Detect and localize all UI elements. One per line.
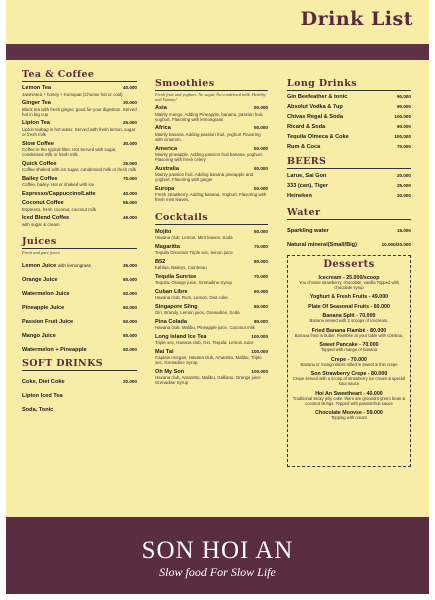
- menu-item-price: 70.000: [253, 243, 268, 249]
- menu-item-description: Havana club, Malibu, Pineapple juice, Coconut milk: [155, 325, 255, 331]
- menu-item-row: [287, 173, 411, 180]
- menu-item-name-text: Europa: [155, 185, 175, 192]
- menu-item-description: Gin, Brandy, Lemon juice, Grenadine, Soda: [155, 310, 240, 316]
- menu-item-name-text: Heineken: [287, 192, 312, 199]
- section-heading-cocktails: Cocktails: [155, 212, 268, 225]
- menu-item: [287, 183, 411, 190]
- menu-item-row: [22, 277, 137, 284]
- dessert-name: Son Strawberry Crepe - 80.000: [310, 371, 388, 378]
- menu-item-name-text: Natural mineral(Small/Big): [287, 241, 357, 248]
- menu-item: [287, 228, 411, 235]
- menu-item-name-text: Soda, Tonic: [22, 406, 54, 413]
- menu-item-price: 30.000: [122, 100, 137, 106]
- menu-item-price: 100.000: [394, 133, 411, 139]
- menu-item: [155, 289, 268, 301]
- tea-coffee-list: [22, 85, 137, 227]
- menu-item-name: [287, 134, 391, 141]
- menu-item-price: 90.000: [396, 94, 411, 100]
- section-heading-water: Water: [287, 207, 411, 220]
- menu-item-price: 70.000: [396, 143, 411, 149]
- dessert-name: Icecream - 25.000/scoop: [318, 274, 380, 281]
- menu-item-name: [22, 263, 120, 270]
- menu-item: [155, 274, 268, 286]
- menu-item: [287, 134, 411, 141]
- smoothies-list: [155, 105, 268, 202]
- menu-item: [155, 125, 268, 142]
- menu-item-name-text: Ricard & Soda: [287, 124, 326, 131]
- menu-item-name-text: 333 (can), Tiger: [287, 182, 328, 189]
- menu-item-price: 50.000: [122, 304, 137, 310]
- menu-item-name: [287, 144, 394, 151]
- menu-item-row: [287, 193, 411, 200]
- menu-item-name-text: B52: [155, 258, 166, 265]
- menu-item-name: [22, 120, 120, 127]
- dessert-item: [292, 313, 406, 324]
- dessert-name: Hoi An Sweetheart - 40.000: [315, 390, 383, 397]
- menu-item: [287, 124, 411, 131]
- menu-item-price: 55.000: [122, 200, 137, 206]
- menu-item: [155, 304, 268, 316]
- long-drinks-list: [287, 94, 411, 150]
- menu-item: [22, 319, 137, 326]
- menu-item-name: [22, 319, 120, 326]
- menu-item-row: [287, 134, 411, 141]
- dessert-item: [292, 275, 406, 291]
- menu-item-description: Coffee, bailey. Hot or shaked with ice: [22, 182, 95, 188]
- menu-item-name: [155, 105, 251, 112]
- menu-item: [287, 94, 411, 101]
- menu-item-name-text: Watermelon Juice: [22, 290, 70, 297]
- menu-item-name-text: Watermelon + Pineapple: [22, 346, 87, 353]
- menu-item: [22, 277, 137, 284]
- dessert-description: Topped with mango or banana: [320, 347, 378, 353]
- menu-item-price: 25.000: [122, 120, 137, 126]
- menu-item-name-text: Magaritta: [155, 243, 180, 250]
- menu-item-name-text: Mojito: [155, 228, 172, 235]
- menu-item-name-text: Tequila Olmeca & Coke: [287, 133, 349, 140]
- menu-item: [22, 393, 137, 400]
- menu-item-description: Havana club, Lemon, Mint leaves, Soda: [155, 235, 233, 241]
- brand-name: SON HOI AN: [141, 537, 294, 564]
- menu-item: [155, 334, 268, 346]
- menu-item: [22, 176, 137, 188]
- menu-item-description: Jasmintea + honey + Kumquat (Choose hot or cold): [22, 91, 123, 97]
- menu-item-row: [22, 263, 137, 270]
- menu-item-name-text: Coke, Diet Coke: [22, 378, 65, 385]
- menu-item-description: Mainly mango. Adding Pineapple, banana, passion fruit, yoghurt. Flavoring with lemongrass: [155, 111, 264, 122]
- menu-item: [155, 349, 268, 366]
- menu-item-row: [287, 94, 411, 101]
- menu-item-name: [287, 114, 391, 121]
- menu-item-row: [22, 85, 137, 92]
- column-right: [287, 64, 411, 467]
- juices-subtitle: Fresh and pure juices: [22, 250, 61, 256]
- menu-item-name-text: Sparkling water: [287, 227, 329, 234]
- menu-item-name-text: Lemon Tea: [22, 85, 52, 92]
- page-title: Drink List: [300, 8, 413, 30]
- menu-item-description: Coffee shaked with ice sugar, condensed milk or fresh milk: [22, 167, 137, 173]
- menu-item: [22, 333, 137, 340]
- menu-item-price: 50.000: [253, 125, 268, 131]
- smoothies-subtitle: Fresh fruit and yoghurt. No sugar, No condensed milk. Healthy and Yummy!: [155, 92, 266, 102]
- menu-item-price: 40.000: [122, 85, 137, 91]
- menu-item: [22, 191, 137, 198]
- menu-item-name-text: Coconut Coffee: [22, 200, 64, 207]
- menu-item-name-text: Rum & Coca: [287, 143, 321, 150]
- section-heading-soft-drinks: SOFT DRINKS: [22, 358, 137, 371]
- menu-item: [155, 146, 268, 163]
- menu-item-name: [287, 104, 394, 111]
- dessert-item: [292, 371, 406, 387]
- menu-item-row: [22, 379, 137, 386]
- menu-item-row: [287, 124, 411, 131]
- dessert-description: Banana served with 2 scoops of Icecream,: [309, 318, 389, 324]
- menu-item: [287, 193, 411, 200]
- menu-item: [22, 141, 137, 158]
- menu-item-price: 80.000: [253, 303, 268, 309]
- menu-item-row: [287, 104, 411, 111]
- menu-item-name-text: Mango Juice: [22, 332, 56, 339]
- brand-tagline: Slow food For Slow Life: [159, 565, 276, 579]
- section-heading-beers: BEERS: [287, 156, 411, 169]
- menu-item: [155, 244, 268, 256]
- menu-item-name: [22, 379, 120, 386]
- menu-item: [287, 242, 411, 249]
- menu-item: [22, 85, 137, 97]
- menu-item-name: [287, 242, 379, 249]
- menu-item-name-text: Iced Blend Coffee: [22, 215, 70, 222]
- menu-item-price: 60.000: [253, 288, 268, 294]
- menu-item-price: 50.000: [122, 290, 137, 296]
- menu-item-name: [22, 191, 120, 198]
- menu-item-row: [287, 144, 411, 151]
- menu-item-description: Coffee in the typical filter. Hot Served with sugar, condensed milk or fresh milk: [22, 147, 117, 158]
- menu-item-name: [22, 215, 120, 222]
- menu-item-name-text: Lipton Iced Tea: [22, 392, 63, 399]
- menu-item-name-text: Long Island Ice Tea: [155, 333, 207, 340]
- menu-item-description: Triple sec, Havana club, Gin, Tequila, Lemon Juice: [155, 340, 254, 346]
- dessert-name: Fried Banana Flambé - 80.000: [311, 327, 387, 334]
- menu-item-name: [22, 277, 120, 284]
- dessert-description: You choose strawberry, chocolate, vanilla Topped with chocolate syrup: [298, 279, 400, 290]
- menu-item-name-text: Passion Fruit Juice: [22, 318, 74, 325]
- section-heading-long-drinks: Long Drinks: [287, 78, 411, 91]
- dessert-description: Banana or mango slices rolled in Sweet & thin crepe: [300, 361, 398, 367]
- dessert-description: Topping with cream: [330, 415, 368, 421]
- menu-item-price: 50.000: [253, 105, 268, 111]
- desserts-box: [287, 255, 411, 467]
- menu-item: [155, 259, 268, 271]
- menu-item: [22, 407, 137, 414]
- dessert-name: Sweet Pancake - 70.000: [319, 342, 379, 349]
- menu-item-description: with sugar & cream: [22, 221, 60, 227]
- menu-item-name-text: Quick Coffee: [22, 160, 57, 167]
- menu-item-price: 30.000: [122, 140, 137, 146]
- menu-item-price: 100.000: [251, 333, 268, 339]
- dessert-item: [292, 294, 406, 300]
- dessert-item: [292, 391, 406, 407]
- menu-item-price: 50.000: [253, 165, 268, 171]
- dessert-item: [292, 410, 406, 421]
- menu-item-name: [22, 407, 137, 414]
- menu-item: [155, 105, 268, 122]
- dessert-item: [292, 328, 406, 339]
- menu-item-name: [155, 125, 251, 132]
- menu-item-name-text: Oh My Son: [155, 368, 185, 375]
- menu-item-row: [287, 114, 411, 121]
- menu-item-price: 80.000: [253, 258, 268, 264]
- dessert-item: [292, 304, 406, 310]
- menu-item-price: 50.000: [122, 318, 137, 324]
- menu-item-price: 50.000: [122, 276, 137, 282]
- menu-item-price: 100.000: [251, 348, 268, 354]
- menu-item-row: [287, 242, 411, 249]
- menu-item: [155, 369, 268, 386]
- menu-item-price: 100.000: [394, 114, 411, 120]
- menu-item-name: [22, 100, 120, 107]
- menu-item: [22, 305, 137, 312]
- menu-item-description: Havana club, Rum, Lemon, Diet coke: [155, 295, 228, 301]
- menu-item-description: Havana club, Amaretto, Malibu, Galliano, Orange juice Grenadine Syrup: [155, 375, 261, 386]
- menu-item-price: 50.000: [122, 332, 137, 338]
- section-heading-desserts: Desserts: [323, 259, 375, 271]
- menu-item-description: Black tea with fresh ginger, good for your digestion. Served hot in big cup: [22, 106, 137, 117]
- menu-item-name-text: Bailey Coffee: [22, 175, 58, 182]
- menu-item-name-text: Larue, Sai Gon: [287, 172, 327, 179]
- beers-list: [287, 173, 411, 199]
- menu-item-name: [22, 305, 120, 312]
- menu-item-price: 25.000: [122, 160, 137, 166]
- menu-item-row: [22, 393, 137, 400]
- menu-item: [22, 100, 137, 117]
- menu-item-description: Captain morgan, Havana club, Amaretto, Malibu, Triple sec, Grenadine Syrup: [155, 355, 262, 366]
- menu-item-row: [22, 200, 137, 207]
- menu-item-price: 70.000: [122, 175, 137, 181]
- menu-item: [287, 104, 411, 111]
- menu-item-name-text: Pina Colada: [155, 318, 188, 325]
- section-heading-tea-coffee: Tea & Coffee: [22, 69, 137, 82]
- menu-item-price: 25.000: [396, 182, 411, 188]
- menu-item-name: [287, 228, 394, 235]
- juices-list: [22, 263, 137, 354]
- menu-item-description: Mainly pineapple. Adding passion fruit banana, yoghurt. Flavoring with fresh celery: [155, 152, 263, 163]
- menu-item-row: [22, 319, 137, 326]
- desserts-list: [292, 275, 406, 421]
- menu-item-name: [287, 124, 394, 131]
- column-left: [22, 64, 137, 413]
- column-middle: [155, 64, 268, 385]
- menu-item: [155, 166, 268, 183]
- menu-item-name-text: Slow Coffee: [22, 140, 55, 147]
- menu-item-name: [287, 193, 394, 200]
- menu-item-description: Lipton teabag in hot water. Served with fresh lemon, sugar or fresh milk: [22, 126, 136, 138]
- menu-item-name: [22, 85, 120, 92]
- menu-item: [22, 215, 137, 227]
- menu-item-description: Espresso, fresh coconut, coconut milk: [22, 206, 96, 212]
- dessert-item: [292, 357, 406, 368]
- dessert-name: Plate Of Seasonal Fruits - 60.000: [308, 303, 390, 310]
- menu-item-name: [287, 173, 394, 180]
- menu-item-description: Fresh strawberry. Adding banana, Yoghurt. Flavoring with fresh mint leaves.: [155, 192, 267, 203]
- menu-item-note: with lemongrass: [57, 262, 91, 268]
- header-band: [6, 44, 429, 60]
- menu-item: [287, 114, 411, 121]
- menu-item-price: 15.000: [396, 227, 411, 233]
- menu-item-row: [22, 215, 137, 222]
- dessert-description: Crepe served with a scoop of strawberry ice cream & special sour sauce: [292, 376, 406, 387]
- menu-item-name-text: Ginger Tea: [22, 100, 51, 107]
- menu-item-name-text: Africa: [155, 125, 171, 132]
- menu-item-name-text: Australia: [155, 165, 179, 172]
- menu-item-row: [22, 120, 137, 127]
- menu-item-name-text: Singapore Sling: [155, 303, 198, 310]
- menu-item-price: 90.000: [396, 124, 411, 130]
- menu-item-row: [22, 305, 137, 312]
- menu-item-price: 60.000: [253, 228, 268, 234]
- menu-item-row: [22, 407, 137, 414]
- menu-item-price: 35.000: [122, 262, 137, 268]
- menu-item-name: [22, 291, 120, 298]
- menu-item-row: [287, 183, 411, 190]
- menu-item: [22, 120, 137, 137]
- footer-band: [6, 517, 429, 594]
- menu-item-price: 20.000: [396, 172, 411, 178]
- menu-item: [155, 229, 268, 241]
- menu-item-row: [287, 228, 411, 235]
- menu-item-description: Mainly banana. Adding passion fruit, yoghurt Flavoring with cinamon.: [155, 131, 261, 143]
- menu-item-price: 49.000: [122, 215, 137, 221]
- menu-item-row: [22, 347, 137, 354]
- menu-item-row: [155, 105, 268, 112]
- dessert-item: [292, 342, 406, 353]
- dessert-description: Banana fried in butter. Flambée at your table with cointrau.: [294, 332, 404, 338]
- dessert-name: Yoghurt & Fresh Fruits - 49.000: [309, 294, 389, 301]
- menu-item-name: [22, 393, 137, 400]
- dessert-name: Crepe - 70.000: [331, 356, 367, 363]
- menu-item: [22, 263, 137, 270]
- menu-item-price: 50.000: [253, 185, 268, 191]
- soft-drinks-list: [22, 379, 137, 414]
- menu-item-name: [287, 183, 394, 190]
- cocktails-list: [155, 229, 268, 386]
- menu-item-description: Kahlua, Baileys, Cointreau: [155, 265, 207, 271]
- menu-item-price: 30.000: [396, 192, 411, 198]
- menu-item-row: [22, 100, 137, 107]
- dessert-description: Traditional sticky jelly cake. there are groundnt green bean & coconut strings. Topped with passionfruit sauce: [292, 395, 406, 406]
- menu-item-row: [22, 333, 137, 340]
- menu-item-name-text: Espresso/Cappuccino/Latte: [22, 190, 96, 197]
- menu-item-name-text: Lipton Tea: [22, 120, 50, 127]
- menu-item-price: 100.000: [251, 368, 268, 374]
- menu-item: [22, 379, 137, 386]
- menu-item: [287, 144, 411, 151]
- section-heading-juices: Juices: [22, 236, 137, 249]
- menu-item-description: Mainly passion fruit. Adding banana pineapple and yoghurt. Flavoring with ginger: [155, 172, 254, 183]
- menu-item: [287, 173, 411, 180]
- menu-item: [22, 347, 137, 354]
- menu-item-price: 70.000: [253, 273, 268, 279]
- menu-item-name-text: Lemon Juice: [22, 262, 57, 269]
- menu-item-price: 20.000: [122, 378, 137, 384]
- menu-item-price: 40.000: [122, 190, 137, 196]
- menu-item-name-text: America: [155, 145, 178, 152]
- menu-item-name-text: Chivas Regal & Soda: [287, 114, 343, 121]
- menu-item-description: Tequila Ornecam Triple sec, lemon juice: [155, 250, 233, 256]
- menu-item-price: 10.000/20.000: [381, 241, 411, 247]
- water-list: [287, 228, 411, 249]
- menu-item-description: Tequila, Orange juice, Grenadine Syrup: [155, 280, 232, 286]
- menu-item-name-text: Absolut Vodka & 7up: [287, 104, 343, 111]
- menu-item-row: [155, 125, 268, 132]
- menu-item-name-text: Mai Tai: [155, 348, 174, 355]
- menu-item-name-text: Asia: [155, 105, 167, 112]
- menu-item-name-text: Orange Juice: [22, 276, 58, 283]
- menu-item-name: [22, 333, 120, 340]
- menu-item-name-text: Cuban Libre: [155, 288, 188, 295]
- menu-item: [155, 186, 268, 203]
- menu-item: [22, 200, 137, 212]
- menu-item-row: [22, 191, 137, 198]
- menu-item-price: 50.000: [253, 145, 268, 151]
- menu-item-row: [22, 291, 137, 298]
- dessert-name: Chocolate Moovse - 59.000: [315, 410, 383, 417]
- menu-item: [155, 319, 268, 331]
- menu-item-price: 80.000: [253, 318, 268, 324]
- section-heading-smoothies: Smoothies: [155, 78, 268, 91]
- menu-item-price: 50.000: [122, 346, 137, 352]
- menu-item-name: [22, 347, 120, 354]
- menu-item-name: [22, 200, 120, 207]
- menu-item: [22, 291, 137, 298]
- menu-item-name-text: Gin Beefeather & tonic: [287, 94, 348, 101]
- menu-item-price: 90.000: [396, 104, 411, 110]
- menu-item-name-text: Tequila Sunrise: [155, 273, 197, 280]
- menu-item-name: [287, 94, 394, 101]
- menu-item-name-text: Pineapple Juice: [22, 304, 65, 311]
- menu-item: [22, 161, 137, 173]
- dessert-name: Banana Split - 70.000: [322, 313, 376, 320]
